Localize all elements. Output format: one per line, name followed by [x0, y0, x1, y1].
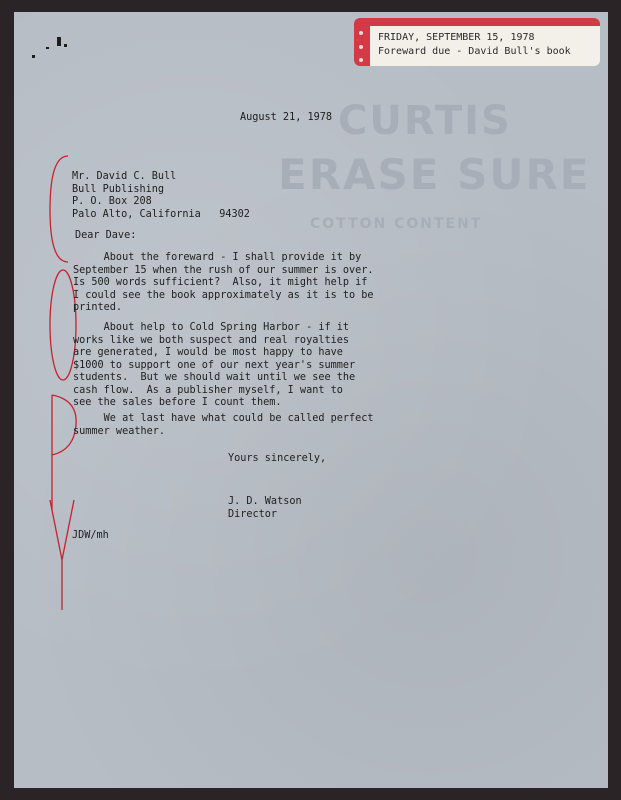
address-line: P. O. Box 208 — [72, 196, 152, 207]
signer-title: Director — [228, 508, 278, 520]
salutation: Dear Dave: — [75, 230, 137, 241]
copy-stamp-text: COPY — [40, 150, 43, 151]
flag-line-1: FRIDAY, SEPTEMBER 15, 1978 — [378, 32, 535, 43]
flag-top-bar — [370, 18, 600, 26]
paragraph-foreword: About the foreward - I shall provide it by September 15 when the rush of our summer is over. Is 500 words sufficient? Also, it might help if I could see the book approximately as it is to be printed. — [73, 252, 374, 313]
paragraph-cold-spring-harbor: About help to Cold Spring Harbor - if it works like we both suspect and real royalties are generated, I would be most happy to have $1000 to support one of our next year's summer students. But we should wait until we see the cash flow. As a publisher myself, I want to see the sales before I count them. — [73, 322, 356, 408]
paper-speck — [64, 44, 67, 47]
signature-block — [228, 496, 302, 521]
letter-date: August 21, 1978 — [240, 112, 333, 123]
recipient-address — [72, 171, 250, 221]
reminder-flag-note — [354, 18, 600, 66]
flag-dot — [359, 31, 363, 35]
flag-dot — [359, 45, 363, 49]
flag-line-2: Foreward due - David Bull's book — [378, 46, 571, 57]
watermark-line-1: CURTIS — [338, 98, 512, 144]
paragraph-weather: We at last have what could be called perfect summer weather. — [73, 413, 374, 437]
watermark-line-3: COTTON CONTENT — [310, 216, 483, 232]
paper-speck — [32, 55, 35, 58]
copy-letter-c — [50, 156, 68, 262]
watermark-line-2: ERASE SURE — [278, 150, 591, 199]
paper-speck — [57, 37, 61, 46]
copy-letter-y — [50, 500, 74, 610]
address-line: Bull Publishing — [72, 183, 165, 195]
reference-initials: JDW/mh — [72, 530, 109, 541]
flag-dot — [359, 58, 363, 62]
address-line: Mr. David C. Bull — [72, 171, 177, 182]
address-line: Palo Alto, California 94302 — [72, 208, 250, 220]
paper-speck — [46, 47, 49, 49]
signer-name: J. D. Watson — [228, 496, 302, 507]
closing: Yours sincerely, — [228, 453, 327, 464]
